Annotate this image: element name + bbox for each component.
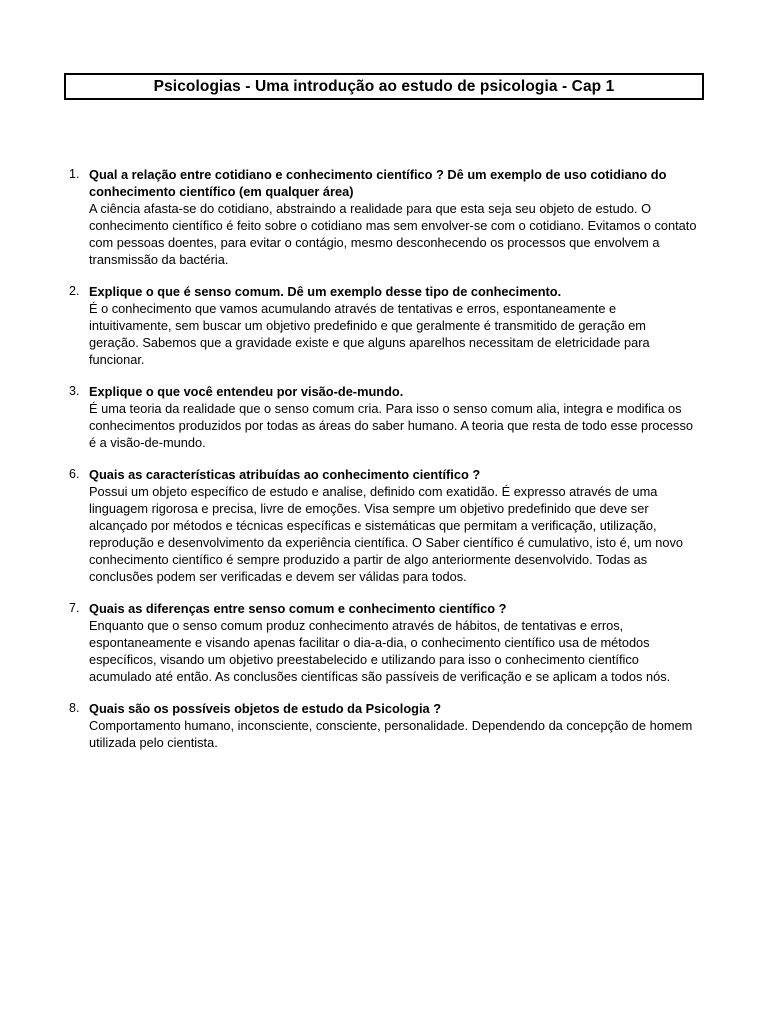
question-body xyxy=(89,600,699,685)
question-number: 7. xyxy=(69,601,80,615)
question-number: 3. xyxy=(69,384,80,398)
question-text: Quais são os possíveis objetos de estudo da Psicologia ? xyxy=(89,701,442,716)
question-text: Explique o que você entendeu por visão-de-mundo. xyxy=(89,384,404,399)
question-item xyxy=(0,466,768,585)
answer-text: A ciência afasta-se do cotidiano, abstraindo a realidade para que esta seja seu objeto de estudo. O conhecimento científico é feito sobre o cotidiano mas sem envolver-se com o cotidiano. Evitamos o contato com pessoas doentes, para evitar o contágio, mesmo desconhecendo os processos que envolvem a transmissão da bactéria. xyxy=(89,201,697,267)
title-box xyxy=(64,73,704,100)
answer-text: É uma teoria da realidade que o senso comum cria. Para isso o senso comum alia, integra e modifica os conhecimentos produzidos por todas as áreas do saber humano. A teoria que resta de todo esse processo é a visão-de-mundo. xyxy=(89,401,693,450)
answer-text: Comportamento humano, inconsciente, consciente, personalidade. Dependendo da concepção de homem utilizada pelo cientista. xyxy=(89,718,693,750)
question-text: Qual a relação entre cotidiano e conhecimento científico ? Dê um exemplo de uso cotidiano do conhecimento científico (em qualquer área) xyxy=(89,167,667,199)
question-item xyxy=(0,166,768,268)
answer-text: Possui um objeto específico de estudo e analise, definido com exatidão. É expresso através de uma linguagem rigorosa e precisa, livre de emoções. Visa sempre um objetivo predefinido que deve ser alcançado por métodos e técnicas específicas e sistemáticas que permitam a verificação, utilização, reprodução e desenvolvimento da experiência científica. O Saber científico é cumulativo, isto é, um novo conhecimento científico é sempre produzido a partir de algo anteriormente desenvolvido. Todas as conclusões podem ser verificadas e devem ser válidas para todos. xyxy=(89,484,683,584)
question-body xyxy=(89,466,699,585)
question-body xyxy=(89,700,699,751)
question-text: Quais as diferenças entre senso comum e conhecimento científico ? xyxy=(89,601,507,616)
question-body xyxy=(89,166,699,268)
answer-text: É o conhecimento que vamos acumulando através de tentativas e erros, espontaneamente e intuitivamente, sem buscar um objetivo predefinido e que geralmente é transmitido de geração em geração. Sabemos que a gravidade existe e que alguns aparelhos necessitam de eletricidade para funcionar. xyxy=(89,301,650,367)
question-number: 6. xyxy=(69,467,80,481)
question-item xyxy=(0,700,768,751)
question-list xyxy=(0,166,768,766)
question-number: 1. xyxy=(69,167,80,181)
question-body xyxy=(89,283,699,368)
question-item xyxy=(0,283,768,368)
question-item xyxy=(0,383,768,451)
question-item xyxy=(0,600,768,685)
question-text: Explique o que é senso comum. Dê um exemplo desse tipo de conhecimento. xyxy=(89,284,562,299)
question-number: 2. xyxy=(69,284,80,298)
question-text: Quais as características atribuídas ao conhecimento científico ? xyxy=(89,467,481,482)
question-body xyxy=(89,383,699,451)
document-title: Psicologias - Uma introdução ao estudo de psicologia - Cap 1 xyxy=(153,77,615,95)
answer-text: Enquanto que o senso comum produz conhecimento através de hábitos, de tentativas e erros, espontaneamente e visando apenas facilitar o dia-a-dia, o conhecimento científico usa de métodos específicos, visando um objetivo preestabelecido e utilizando para isso o conhecimento científico acumulado até então. As conclusões científicas são passíveis de verificação e se aplicam a todos nós. xyxy=(89,618,671,684)
question-number: 8. xyxy=(69,701,80,715)
